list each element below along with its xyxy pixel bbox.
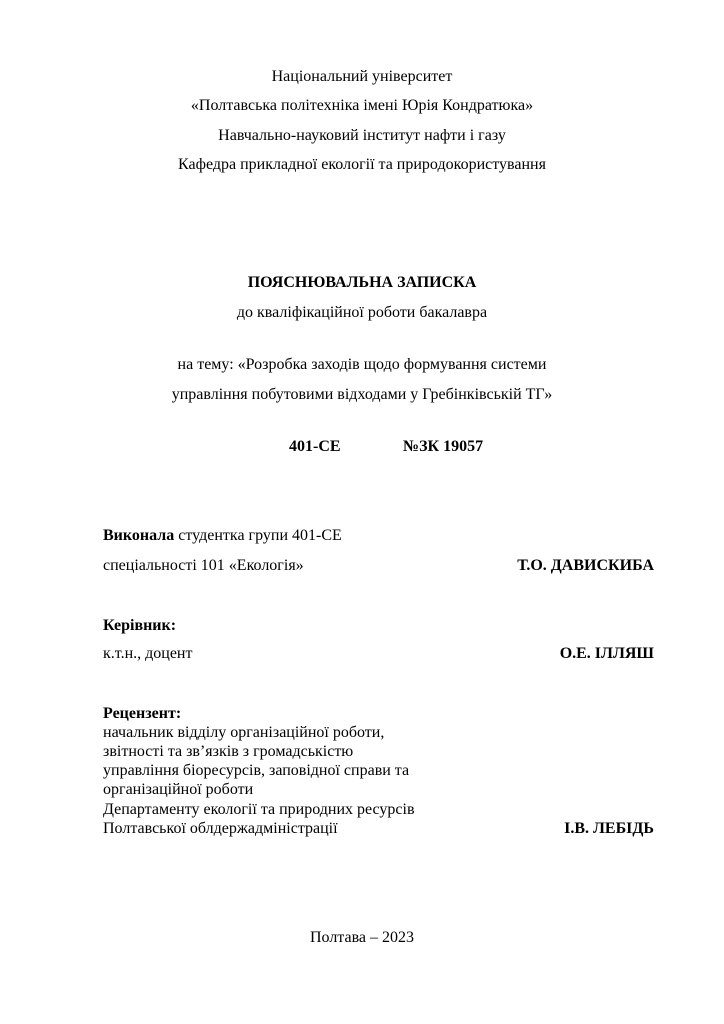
place-and-year: Полтава – 2023	[309, 929, 415, 946]
reviewer-name: І.В. ЛЕБІДЬ	[564, 820, 654, 837]
reviewer-line: організаційної роботи	[103, 781, 254, 798]
supervisor-name: О.Е. ІЛЛЯШ	[559, 645, 654, 662]
topic-line-2: управління побутовими відходами у Гребінківській ТГ»	[171, 386, 553, 403]
topic-line-1: на тему: «Розробка заходів щодо формування системи	[177, 356, 547, 373]
document-title: ПОЯСНЮВАЛЬНА ЗАПИСКА	[247, 274, 477, 291]
university-name: Національний університет	[271, 68, 453, 85]
supervisor-position: к.т.н., доцент	[103, 645, 193, 662]
author-name: Т.О. ДАВИСКИБА	[517, 557, 654, 574]
author-group: студентка групи 401-СЕ	[174, 527, 342, 544]
author-label: Виконала	[103, 527, 175, 544]
author-specialty: спеціальності 101 «Екологія»	[103, 557, 304, 574]
reviewer-line: начальник відділу організаційної роботи,	[103, 724, 385, 741]
reviewer-line: звітності та зв’язків з громадськістю	[103, 743, 354, 760]
reviewer-line: Департаменту екології та природних ресурсів	[103, 801, 415, 818]
group-code: 401-СЕ	[289, 438, 341, 455]
reviewer-line: управління біоресурсів, заповідної справи та	[103, 762, 410, 779]
reviewer-label: Рецензент:	[103, 705, 182, 722]
university-full-name: «Полтавська політехніка імені Юрія Кондратюка»	[190, 97, 534, 114]
institute-name: Навчально-науковий інститут нафти і газу	[218, 127, 506, 144]
department-name: Кафедра прикладної екології та природокористування	[178, 156, 546, 173]
reviewer-line: Полтавської облдержадміністрації	[103, 820, 338, 837]
document-subtitle: до кваліфікаційної роботи бакалавра	[236, 304, 488, 321]
record-number: №ЗК 19057	[403, 438, 484, 455]
supervisor-label: Керівник:	[103, 617, 177, 634]
author-line-1	[103, 527, 342, 545]
